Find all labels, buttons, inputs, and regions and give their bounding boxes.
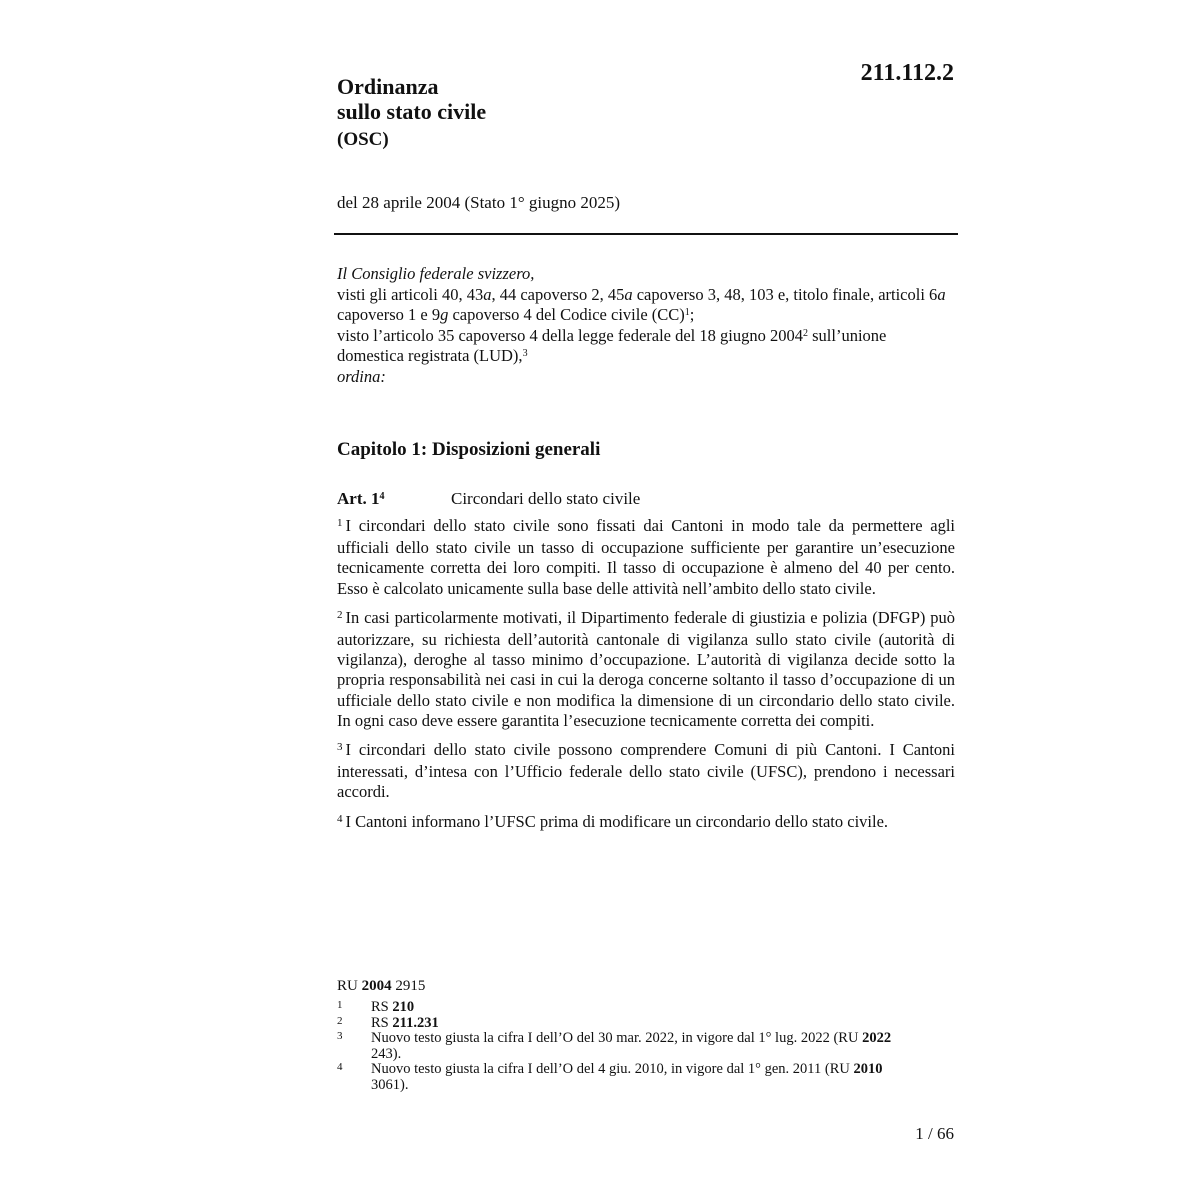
chapter-heading: Capitolo 1: Disposizioni generali bbox=[337, 439, 601, 460]
footnote bbox=[337, 1031, 897, 1062]
ordinance-title bbox=[337, 74, 486, 124]
title-line-2: sullo stato civile bbox=[337, 99, 487, 124]
article-paragraph bbox=[337, 740, 955, 803]
paragraph-number: 2 bbox=[337, 608, 343, 621]
footnote-text: Nuovo testo giusta la cifra I dell’O del 4 giu. 2010, in vigore dal 1° gen. 2011 (RU 2010 3061). bbox=[371, 1061, 883, 1093]
footnote-number: 2 bbox=[337, 1014, 343, 1027]
header-divider bbox=[334, 233, 958, 235]
paragraph-text: In casi particolarmente motivati, il Dipartimento federale di giustizia e polizia (DFGP) può autorizzare, su richiesta dell’autorità cantonale di vigilanza sullo stato civile (autorità di vigilanza), deroghe al tasso minimo d’occupazione. L’autorità di vigilanza decide sotto la propria responsabilità nei casi in cui la deroga concerne soltanto il tasso d’occupazione di un ufficiale dello stato civile e non modifica la dimensione di un circondario dello stato civile. In ogni caso deve essere garantita l’esecuzione tecnicamente corretta dei compiti. bbox=[337, 607, 955, 730]
footnote bbox=[337, 1062, 897, 1093]
ordinance-abbreviation: (OSC) bbox=[337, 129, 389, 150]
footnote-text: RS 211.231 bbox=[371, 1014, 439, 1031]
official-compilation-ref: RU 2004 2915 bbox=[337, 978, 426, 994]
paragraph-number: 1 bbox=[337, 517, 343, 530]
footnote-ref-4[interactable]: 4 bbox=[379, 491, 385, 502]
footnote-number: 1 bbox=[337, 999, 343, 1011]
footnote bbox=[337, 1016, 897, 1032]
article-paragraphs bbox=[337, 516, 955, 843]
article-paragraph bbox=[337, 812, 955, 834]
footnotes bbox=[337, 1000, 897, 1093]
paragraph-number: 4 bbox=[337, 812, 343, 825]
footnote-number: 3 bbox=[337, 1030, 343, 1042]
footnote-text: RS 210 bbox=[371, 999, 415, 1015]
footnote-ref-1[interactable]: 1 bbox=[684, 307, 690, 318]
article-number: Art. $1^4$ bbox=[337, 489, 385, 508]
footnote-text: Nuovo testo giusta la cifra I dell’O del 30 mar. 2022, in vigore dal 1° lug. 2022 (RU 2022 243). bbox=[371, 1030, 892, 1062]
ordinance-date: del 28 aprile 2004 (Stato 1° giugno 2025) bbox=[337, 193, 621, 212]
article-paragraph bbox=[337, 608, 955, 731]
preamble-legal-basis-1: visti gli articoli 40, 43a, 44 capoverso 2, 45a capoverso 3, 48, 103 e, titolo finale, articoli 6a capoverso 1 e 9g capoverso 4 del Codice civile (CC)$^1$; bbox=[337, 284, 946, 324]
footnote-ref-2[interactable]: 2 bbox=[802, 327, 808, 339]
page-number: 1 / 66 bbox=[915, 1124, 954, 1143]
preamble-ordains: ordina: bbox=[337, 366, 386, 386]
sr-number: 211.112.2 bbox=[860, 60, 954, 86]
footnote-number: 4 bbox=[337, 1061, 343, 1073]
title-line-1: Ordinanza bbox=[337, 74, 439, 99]
article-paragraph bbox=[337, 516, 955, 599]
footnote bbox=[337, 1000, 897, 1016]
preamble-authority: Il Consiglio federale svizzero, bbox=[337, 264, 535, 283]
paragraph-text: I circondari dello stato civile possono comprendere Comuni di più Cantoni. I Cantoni interessati, d’intesa con l’Ufficio federale dello stato civile (UFSC), prendono i necessari accordi. bbox=[337, 740, 955, 802]
footnote-ref-3[interactable]: 3 bbox=[522, 348, 528, 359]
paragraph-text: I Cantoni informano l’UFSC prima di modificare un circondario dello stato civile. bbox=[345, 811, 889, 831]
preamble-legal-basis-2: visto l’articolo 35 capoverso 4 della legge federale del 18 giugno 2004$^2$ sull’unione domestica registrata (LUD),$^3$ bbox=[337, 325, 887, 365]
paragraph-number: 3 bbox=[337, 741, 343, 754]
article-heading bbox=[337, 489, 957, 509]
article-title: Circondari dello stato civile bbox=[451, 489, 641, 508]
preamble bbox=[337, 264, 957, 387]
paragraph-text: I circondari dello stato civile sono fissati dai Cantoni in modo tale da permettere agli ufficiali dello stato civile un tasso di occupazione sufficiente per garantire un’esecuzione tecnicamente corretta dei loro compiti. Il tasso di occupazione è almeno del 40 per cento. Esso è calcolato unicamente sulla base delle attività nell’ambito dello stato civile. bbox=[337, 516, 955, 598]
